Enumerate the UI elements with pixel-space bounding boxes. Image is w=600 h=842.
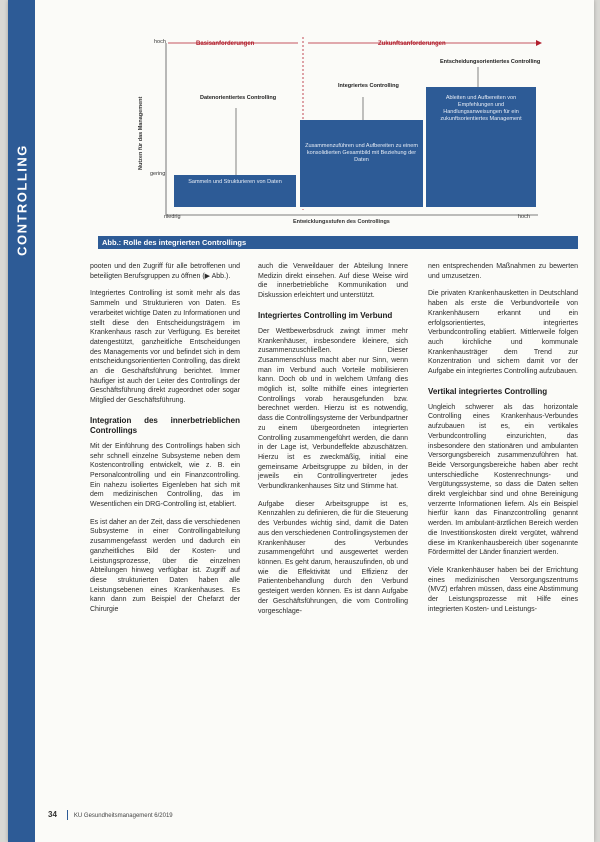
y-axis-top: hoch <box>154 39 166 45</box>
paragraph: Viele Krankenhäuser haben bei der Errichtung eines medizinischen Versorgungszentrums (MVZ) erfahren müssen, dass eine Abstimmung der Leistungsprozesse mit Hilfe eines integrierten Kosten- und Leistungs- <box>428 566 578 613</box>
stage-3-box-text-wrap <box>430 95 532 150</box>
paragraph: Der Wettbewerbsdruck zwingt immer mehr Krankenhäuser, insbesondere kleinere, sich zusammenzuschließen. Dieser Zusammenschluss macht aber nur Sinn, wenn man im Verbund auch Vorteile mobilisieren kann. Doch ob und in welchem Umfang dies möglich ist, sollte mithilfe eines integrierten Controllings vorab herausgefunden bzw. berechnet werden. Hierzu ist es notwendig, dass die Controllingsysteme der Verbundpartner zu einem übergeordneten integrierten Controlling zusammengeführt werden, die dann in der Lage ist, Verbundeffekte abzuschätzen. Hierzu ist es zweckmäßig, initial eine gemeinsame Arbeitsgruppe zu bilden, in der jeweils ein Controllingvertreter jedes Verbundkrankenhauses Sitz und Stimme hat. <box>258 327 408 491</box>
stage-2-title: Integriertes Controlling <box>338 83 399 89</box>
y-axis-bottom: gering <box>150 171 166 177</box>
paragraph: Die privaten Krankenhausketten in Deutschland haben als erste die Verbundvorteile von Krankenhäusern erkannt und ein erfolgsorientiertes, integriertes Verbundcontrolling etabliert. Mittlerweile folgen auch kirchliche und kommunale Krankenhausträger dem Trend zur Konzentration und sichern damit vor der Aufgabe ein integriertes Controlling aufzubauen. <box>428 290 578 376</box>
header-right: Zukunftsanforderungen <box>378 41 446 47</box>
paragraph: auch die Verweildauer der Abteilung Innere Medizin direkt einsehen. Auf diese Weise wird die innerbetriebliche Kommunikation und Diskussion erleichtert und unterstützt. <box>258 263 408 300</box>
paragraph: Integriertes Controlling ist somit mehr als das Sammeln und Strukturieren von Daten. Es verarbeitet wichtige Daten zu Informationen und stellt diese den Entscheidungsträgern im Krankenhaus rasch zur Verfügung. Es bereitet datengestützt, ganzheitliche Entscheidungen des Managements vor und befindet sich in dem entscheidungsorientierten Controlling, das direkt an die Geschäftsführung berichtet. Immer häufiger ist auch der Leiter des Controllings der Geschäftsführung direkt zugeordnet oder sogar Mitglied der Geschäftsführung. <box>90 290 240 405</box>
paragraph: nen entsprechenden Maßnahmen zu bewerten und umzusetzen. <box>428 263 578 280</box>
page-footer <box>48 810 173 820</box>
paragraph: Es ist daher an der Zeit, dass die verschiedenen Subsysteme in einer Controllingabteilung zusammengefasst werden und dadurch ein ganzheitliches Bild der Kosten- und Leistungsprozesse, über die einzelnen Abteilungen hinweg verfügbar ist. Zugriff auf diese strukturierten Daten haben alle Leistungsebenen eines Krankenhauses. Es kann dann zum Beispiel der Chefarzt der Chirurgie <box>90 518 240 614</box>
stage-3-title: Entscheidungsorientiertes Controlling <box>440 59 541 65</box>
text-column-1 <box>90 262 240 623</box>
x-axis-right: hoch <box>518 214 530 220</box>
journal-name: KU Gesundheitsmanagement 6/2019 <box>73 813 173 820</box>
text-column-2 <box>258 262 408 624</box>
stage-1-box-text: Sammeln und Strukturieren von Daten <box>188 179 282 185</box>
column-heading: Integration des innerbetrieblichen Controllings <box>90 415 240 435</box>
stage-1-box-text-wrap <box>178 179 292 205</box>
magazine-page <box>8 0 594 842</box>
section-sidebar <box>8 0 35 842</box>
column-heading: Vertikal integriertes Controlling <box>428 386 548 396</box>
figure-graphic <box>128 25 568 240</box>
header-left: Basisanforderungen <box>196 41 255 47</box>
section-label <box>9 130 35 270</box>
controlling-figure <box>128 25 568 260</box>
y-axis-label: Nutzen für das Management <box>138 96 144 170</box>
header-arrowhead <box>536 40 542 46</box>
stage-3-box-text: Ableiten und Aufbereiten von Empfehlungen und Handlungsanweisungen für ein zukunftsorientiertes Management <box>440 95 522 122</box>
paragraph: pooten und den Zugriff für alle betroffenen und beteiligten Berufsgruppen zu öffnen (▶ Abb.). <box>90 263 240 280</box>
paragraph: Mit der Einführung des Controllings haben sich sehr schnell einzelne Subsysteme neben dem Kostencontrolling entwickelt, wie z. B. ein Personalcontrolling und ein Finanzcontrolling. Ein nahezu isoliertes Eigenleben hat sich mit dem medizinischen Controlling, das im Wesentlichen ein DRG-Controlling ist, etabliert. <box>90 442 240 509</box>
x-axis-left: niedrig <box>164 214 181 220</box>
stage-2-box-text-wrap <box>304 143 419 188</box>
stage-2-box-text: Zusammenzuführen und Aufbereiten zu einem konsolidierten Gesamtbild mit Beziehung der Daten <box>305 143 418 163</box>
stage-1-title: Datenorientiertes Controlling <box>200 95 277 101</box>
column-heading: Integriertes Controlling im Verbund <box>258 310 393 320</box>
paragraph: Aufgabe dieser Arbeitsgruppe ist es, Kennzahlen zu definieren, die für die Steuerung des Verbundes wichtig sind, damit die Daten aus den verschiedenen Controllingsystemen der Krankenhäuser des Verbundes zusammengeführt und ausgewertet werden können. Es geht darum, herauszufinden, ob und wie die Effektivität und Effizienz der Patientenbehandlung durch den Verbund gesteigert werden können. Es ist dann Aufgabe der Geschäftsführungen, die vom Controlling vorgeschlage- <box>258 500 408 615</box>
footer-divider <box>67 810 68 820</box>
section-label-text: CONTROLLING <box>14 144 30 256</box>
x-axis-label: Entwicklungsstufen des Controllings <box>293 219 390 225</box>
page-number: 34 <box>48 810 57 820</box>
figure-caption: Abb.: Rolle des integrierten Controllings <box>98 236 578 249</box>
text-column-3 <box>428 262 578 623</box>
paragraph: Ungleich schwerer als das horizontale Controlling eines Krankenhaus-Verbundes aufzubauen ist es, ein vertikales Verbundcontrolling einzurichten, das insbesondere den stationären und ambulanten Versorgungsbereich zusammenzuführen hat. Beide Versorgungsbereiche haben aber recht unterschiedliche Kostenrechnungs- und Vergütungssysteme, so dass die Daten selten direkt vergleichbar sind und ohne Bereinigung verzerrte Informationen liefern. Als ein Beispiel hierfür kann das Finanzcontrolling genannt werden. Im ambulant-ärztlichen Bereich werden die Investitionskosten direkt vergütet, während diese im Krankenhausbereich über sogenannte Fördermittel der Länder finanziert werden. <box>428 403 578 557</box>
